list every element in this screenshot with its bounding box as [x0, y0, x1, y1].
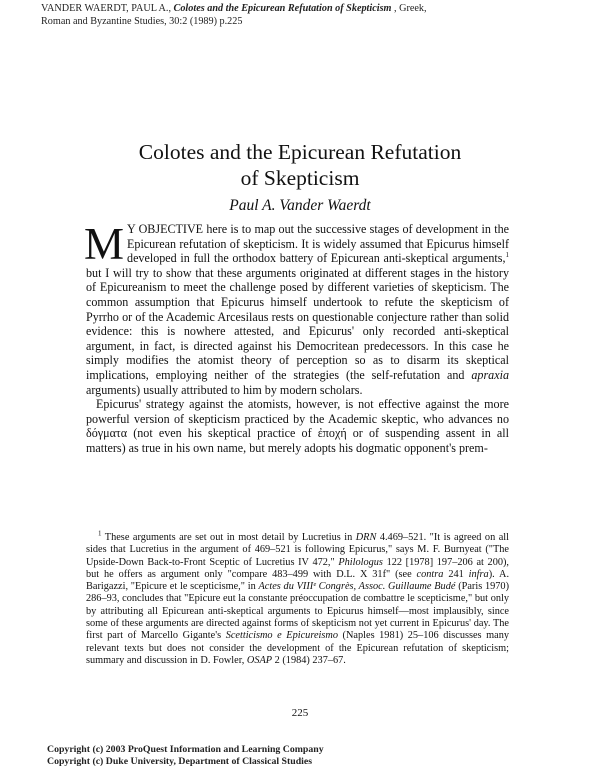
footnote-text: 122 [1978] 197–206 at 200), but he offers as argument only "compare 483–499 with D.L. X 31f" (see [86, 556, 509, 580]
apraxia-term: apraxia [471, 367, 509, 382]
page-number: 225 [291, 707, 309, 719]
footnote-text: 2 (1984) 237–67. [272, 654, 346, 666]
footnote-text: 241 [443, 568, 469, 580]
footnote-italic: DRN [355, 532, 377, 543]
footnote-text: These arguments are set out in most detail by Lucretius in [101, 532, 356, 543]
footnote-reference[interactable]: 1 [505, 251, 509, 260]
paragraph-1-text-b: but I will try to show that these arguments originated at different stages in the history of Epicureanism to meet the challenge posed by different varieties of skepticism. The common assumption that Epicurus himself undertook to refute the skepticism of Pyrrho or of the Academic Arcesilaus rests on questionable conjecture rather than solid evidence: this is nowhere attested, and Epicurus' only recorded anti-skeptical argument, in fact, is directed against his Democritean predecessors. In this case he simply modifies the atomist theory of perception so as to disarm its skeptical implications, employing neither of the strategies (the self-refutation and [86, 265, 509, 382]
paragraph-1 [84, 219, 509, 397]
paragraph-1-text-a: here is to map out the successive stages of development in the Epicurean refutation of skepticism. It is widely assumed that Epicurus himself developed in full the orthodox battery of Epicurean anti-skeptical arguments, [127, 222, 509, 266]
footnote-text: ). A. Barigazzi, "Epicure et le scepticisme," in [86, 568, 510, 593]
citation-header [41, 3, 581, 28]
drop-cap: M [84, 219, 125, 269]
footnote-text: 4.469–521. "It is agreed on all sides that Lucretius in the argument of 469–521 is following Epicurus," says M. F. Burnyeat ("The Upside-Down Back-to-Front Sceptic of Lucretius IV 472," [86, 532, 509, 568]
citation-suffix: , Greek, [391, 3, 427, 14]
citation-article-title: Colotes and the Epicurean Refutation of Skepticism [173, 3, 392, 14]
footnote-italic: OSAP [246, 654, 273, 666]
footnote-text: (Naples 1981) 25–106 discusses many relevant texts but does not consider the development of the Epicurean refutation of skepticism; summary and discussion in D. Fowler, [86, 630, 510, 666]
footnote-text: (Paris 1970) 286–93, concludes that "Epicure eut la constante préoccupation de combattre le scepticisme," but only by attributing all Epicurean anti-skeptical arguments to Epicurus himself—most implausibly, since some of these arguments are directed against forms of skepticism not yet current in Epicurus' day. The first part of Marcello Gigante's [86, 581, 510, 642]
footnote-italic: Scetticismo e Epicureismo [225, 630, 338, 642]
footnote-1 [86, 529, 510, 667]
citation-line-2: Roman and Byzantine Studies, 30:2 (1989) p.225 [41, 15, 243, 27]
paragraph-2: Epicurus' strategy against the atomists, however, is not effective against the more powerful version of skepticism practiced by the Academic skeptic, who advances no δόγματα (not even his skeptical practice of ἐποχή or of suspending assent in all matters) as true in his own name, but merely adopts his dogmatic opponent's prem- [86, 397, 509, 455]
footnote-italic: contra [416, 568, 444, 580]
citation-line-1 [41, 3, 581, 16]
article-title-line-2: of Skepticism [240, 166, 360, 190]
footnote-italic: Philologus [338, 556, 383, 568]
footnote-italic: infra [468, 568, 489, 580]
citation-prefix: VANDER WAERDT, PAUL A., [41, 3, 174, 14]
copyright-line-2: Copyright (c) Duke University, Department of Classical Studies [47, 755, 313, 767]
article-title-line-1: Colotes and the Epicurean Refutation [138, 140, 462, 164]
copyright-line-1: Copyright (c) 2003 ProQuest Information and Learning Company [47, 744, 324, 755]
article-title [0, 139, 600, 191]
copyright-notice [47, 744, 587, 767]
footnote-italic: Actes du VIIIᵉ Congrès, Assoc. Guillaume Budé [258, 581, 456, 593]
article-body [84, 219, 509, 456]
paragraph-1-text-c: arguments) usually attributed to him by modern scholars. [86, 382, 363, 397]
footnotes [86, 529, 510, 667]
lead-in: Y OBJECTIVE [127, 222, 204, 236]
footnote-marker: 1 [98, 529, 102, 538]
author-name: Paul A. Vander Waerdt [229, 197, 371, 214]
